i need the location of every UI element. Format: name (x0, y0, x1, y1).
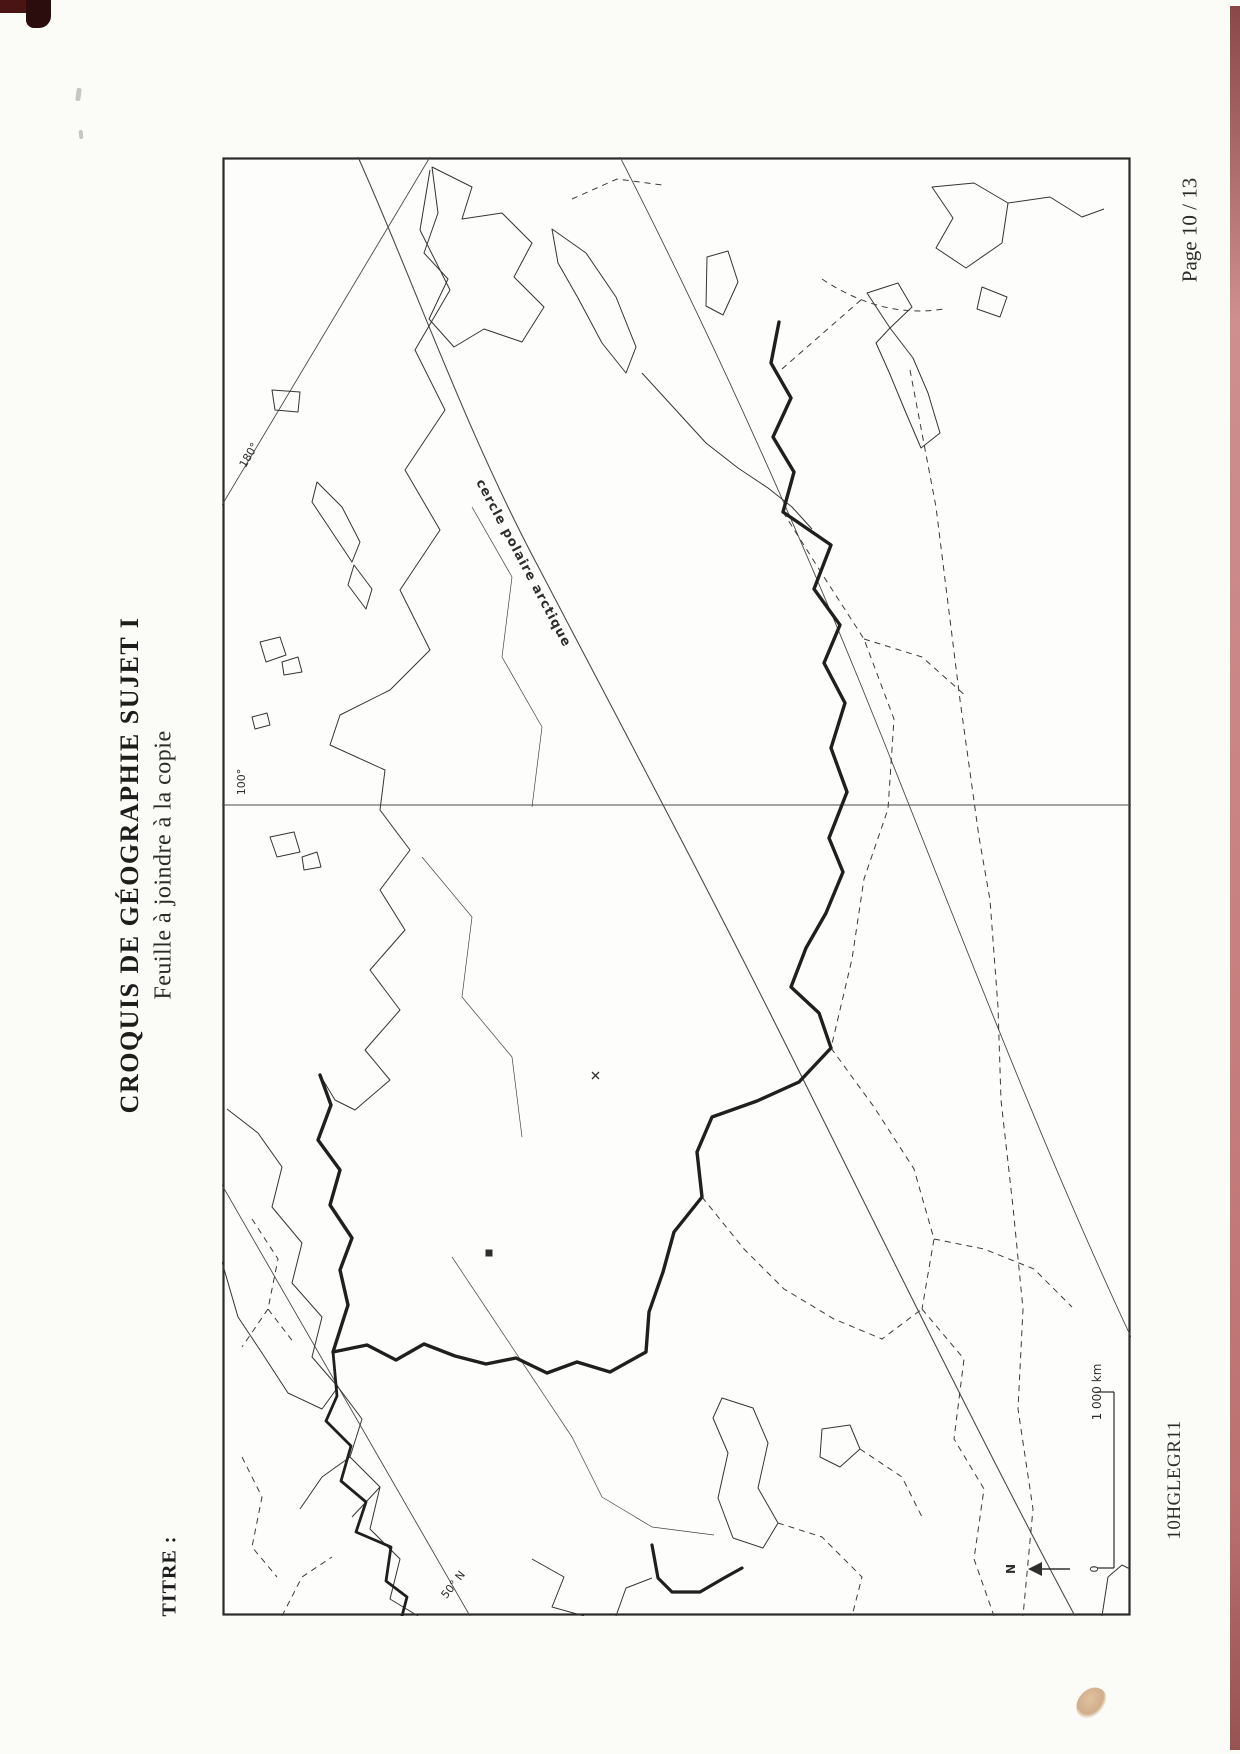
label-meridian-180: 180° (236, 440, 262, 470)
new-siberian-island (270, 832, 300, 857)
hokkaido-island (867, 283, 912, 328)
page-subtitle: Feuille à joindre à la copie (150, 730, 177, 1000)
river-lena (472, 507, 542, 807)
titre-field-label: TITRE : (158, 1535, 181, 1617)
new-siberian-island-2 (302, 852, 321, 870)
label-arctic-circle: cercle polaire arctique (472, 476, 574, 650)
wrangel-island (272, 390, 300, 412)
caucasus-border (652, 1545, 742, 1592)
russia-border (318, 322, 847, 1616)
alaska-coast-2 (1008, 197, 1104, 217)
dashed-borders (242, 179, 1072, 1616)
pencil-mark (79, 130, 84, 139)
kazakh-border-2 (702, 1197, 922, 1339)
europe-border (242, 1457, 277, 1577)
city-marker-square (486, 1250, 492, 1256)
europe-border-2 (282, 1557, 332, 1616)
scandinavia-border (252, 1219, 294, 1343)
reference-code: 10HGLEGR11 (1164, 1420, 1185, 1540)
city-marker-star (592, 1072, 599, 1079)
black-sea-coast-2 (616, 1578, 652, 1616)
aral-sea (820, 1425, 860, 1467)
label-parallel-50: 50° N (438, 1568, 468, 1602)
coastlines (222, 167, 1130, 1616)
small-island (977, 287, 1007, 317)
severnaya-zemlya (260, 637, 286, 662)
river-volga (452, 1257, 714, 1535)
severnaya-zemlya-2 (282, 657, 302, 675)
arctic-coastline (320, 170, 450, 1110)
graticule-lines (222, 157, 1131, 1616)
central-asia-border-3 (778, 1523, 862, 1616)
scan-artifact-corner-dark (26, 0, 51, 28)
page-number: Page 10 / 13 (1177, 177, 1202, 283)
bering-dashes (572, 179, 662, 199)
arctic-circle-line (358, 157, 1075, 1616)
chukotka-coast (424, 167, 544, 347)
scan-smudge (1072, 1682, 1111, 1724)
china-border (864, 639, 967, 697)
scandinavia-coast (222, 1109, 338, 1409)
east-asia-border (910, 370, 1033, 1616)
sakhalin-island (706, 251, 738, 315)
baltic-coast (338, 1387, 418, 1616)
north-arrow-icon (1004, 1562, 1070, 1576)
novaya-zemlya-south (348, 565, 372, 609)
alaska-coast (932, 183, 1008, 268)
corner-coast (1102, 1565, 1130, 1616)
map-croquis (222, 157, 1131, 1616)
scan-artifact-right-edge (1230, 6, 1240, 1750)
north-arrow-head (1028, 1562, 1042, 1576)
map-frame (224, 159, 1130, 1615)
city-markers (486, 1072, 599, 1256)
pencil-mark (75, 88, 82, 102)
franz-josef-island (252, 713, 270, 729)
central-asia-border-4 (860, 1449, 922, 1517)
honshu-island (876, 328, 940, 448)
river-ob (422, 857, 522, 1137)
black-sea-coast (532, 1559, 584, 1616)
scale-zero-label: 0 (1088, 1565, 1101, 1573)
map-svg (222, 157, 1131, 1616)
map-labels (235, 441, 574, 1602)
scale-bar (1088, 1364, 1114, 1573)
kamchatka-peninsula (552, 229, 636, 373)
aleutian-dashes (822, 279, 944, 311)
page-title: CROQUIS DE GÉOGRAPHIE SUJET I (115, 616, 144, 1114)
central-asia-border-2 (934, 1239, 1072, 1307)
kuril-dashes (782, 299, 862, 369)
scan-artifact-corner (0, 0, 27, 13)
russia-border-west (326, 1352, 407, 1616)
scale-max-label: 1 000 km (1090, 1363, 1104, 1421)
kazakh-border (831, 1048, 934, 1309)
label-meridian-100: 100° (235, 768, 248, 796)
north-label: N (1004, 1563, 1018, 1575)
russia-border-main (318, 322, 847, 1373)
caspian-sea (713, 1398, 778, 1548)
novaya-zemlya-north (312, 482, 360, 562)
central-asia-border (922, 1309, 994, 1616)
